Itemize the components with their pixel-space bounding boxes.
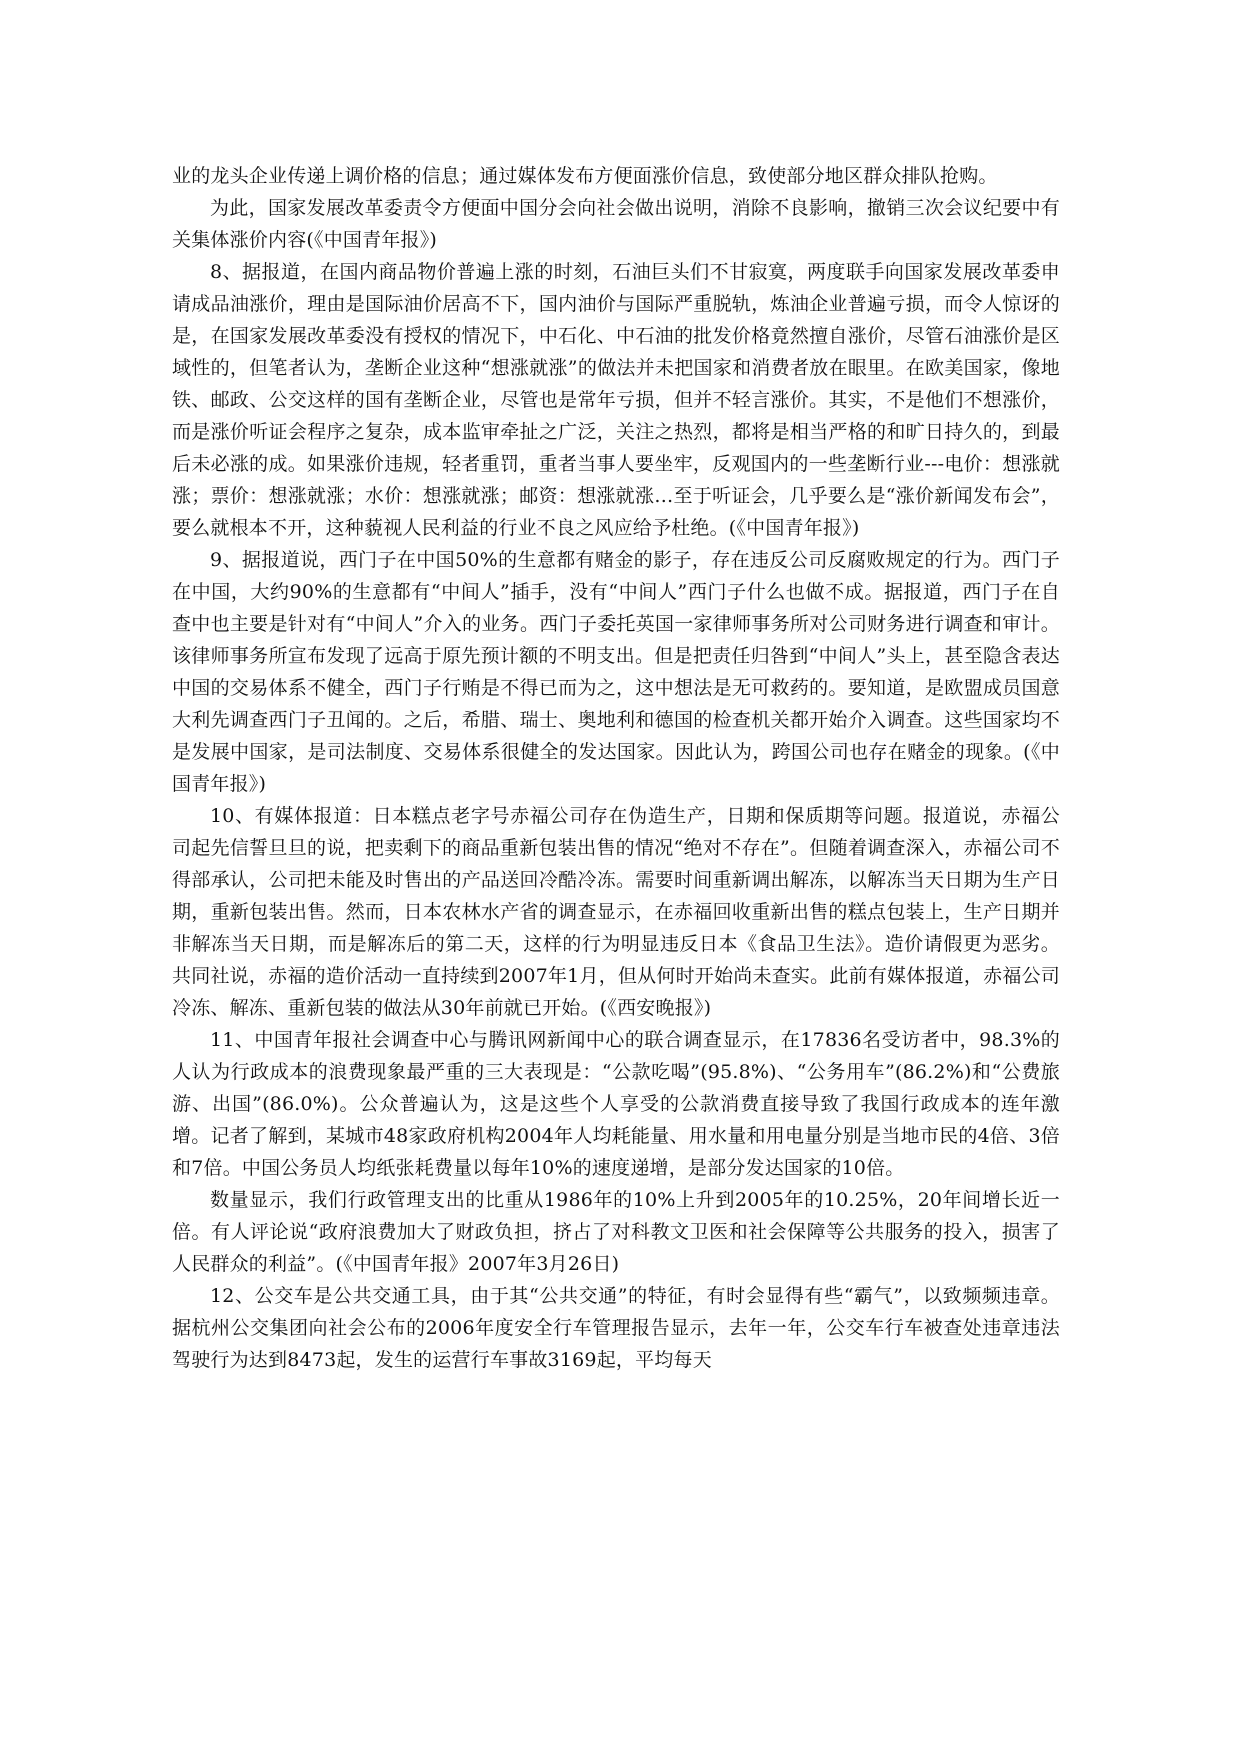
- paragraph-continuation: 业的龙头企业传递上调价格的信息；通过媒体发布方便面涨价信息，致使部分地区群众排队抢购。: [172, 165, 998, 187]
- paragraph-item-12: 12、公交车是公共交通工具，由于其“公共交通”的特征，有时会显得有些“霸气”，以致频频违章。据杭州公交集团向社会公布的2006年度安全行车管理报告显示，去年一年，公交车行车被查处违章违法驾驶行为达到8473起，发生的运营行车事故3169起，平均每天: [172, 1285, 1060, 1371]
- paragraph-ndrc-order: 为此，国家发展改革委责令方便面中国分会向社会做出说明，消除不良影响，撤销三次会议纪要中有关集体涨价内容(《中国青年报》): [172, 197, 1060, 251]
- paragraph-item-11: 11、中国青年报社会调查中心与腾讯网新闻中心的联合调查显示，在17836名受访者中，98.3%的人认为行政成本的浪费现象最严重的三大表现是：“公款吃喝”(95.8%)、“公务用车”(86.2%)和“公费旅游、出国”(86.0%)。公众普遍认为，这是这些个人享受的公款消费直接导致了我国行政成本的连年激增。记者了解到，某城市48家政府机构2004年人均耗能量、用水量和用电量分别是当地市民的4倍、3倍和7倍。中国公务员人均纸张耗费量以每年10%的速度递增，是部分发达国家的10倍。: [172, 1029, 1060, 1179]
- paragraph-item-10: 10、有媒体报道：日本糕点老字号赤福公司存在伪造生产，日期和保质期等问题。报道说，赤福公司起先信誓旦旦的说，把卖剩下的商品重新包装出售的情况“绝对不存在”。但随着调查深入，赤福公司不得部承认，公司把未能及时售出的产品送回冷酷冷冻。需要时间重新调出解冻，以解冻当天日期为生产日期，重新包装出售。然而，日本农林水产省的调查显示，在赤福回收重新出售的糕点包装上，生产日期并非解冻当天日期，而是解冻后的第二天，这样的行为明显违反日本《食品卫生法》。造价请假更为恶劣。共同社说，赤福的造价活动一直持续到2007年1月，但从何时开始尚未查实。此前有媒体报道，赤福公司冷冻、解冻、重新包装的做法从30年前就已开始。(《西安晚报》): [172, 805, 1060, 1019]
- paragraph-item-9: 9、据报道说，西门子在中国50%的生意都有赌金的影子，存在违反公司反腐败规定的行为。西门子在中国，大约90%的生意都有“中间人”插手，没有“中间人”西门子什么也做不成。据报道，西门子在自查中也主要是针对有“中间人”介入的业务。西门子委托英国一家律师事务所对公司财务进行调查和审计。该律师事务所宣布发现了远高于原先预计额的不明支出。但是把责任归咎到“中间人”头上，甚至隐含表达中国的交易体系不健全，西门子行贿是不得已而为之，这中想法是无可救药的。要知道，是欧盟成员国意大利先调查西门子丑闻的。之后，希腊、瑞士、奥地利和德国的检查机关都开始介入调查。这些国家均不是发展中国家，是司法制度、交易体系很健全的发达国家。因此认为，跨国公司也存在赌金的现象。(《中国青年报》): [172, 549, 1060, 795]
- paragraph-item-11-cont: 数量显示，我们行政管理支出的比重从1986年的10%上升到2005年的10.25%，20年间增长近一倍。有人评论说“政府浪费加大了财政负担，挤占了对科教文卫医和社会保障等公共服务的投入，损害了人民群众的利益”。(《中国青年报》2007年3月26日): [172, 1189, 1060, 1275]
- document-page: [172, 160, 1060, 1376]
- paragraph-item-8: 8、据报道，在国内商品物价普遍上涨的时刻，石油巨头们不甘寂寞，两度联手向国家发展改革委申请成品油涨价，理由是国际油价居高不下，国内油价与国际严重脱轨，炼油企业普遍亏损，而令人惊讶的是，在国家发展改革委没有授权的情况下，中石化、中石油的批发价格竟然擅自涨价，尽管石油涨价是区域性的，但笔者认为，垄断企业这种“想涨就涨”的做法并未把国家和消费者放在眼里。在欧美国家，像地铁、邮政、公交这样的国有垄断企业，尽管也是常年亏损，但并不轻言涨价。其实，不是他们不想涨价，而是涨价听证会程序之复杂，成本监审牵扯之广泛，关注之热烈，都将是相当严格的和旷日持久的，到最后未必涨的成。如果涨价违规，轻者重罚，重者当事人要坐牢，反观国内的一些垄断行业---电价：想涨就涨；票价：想涨就涨；水价：想涨就涨；邮资：想涨就涨…至于听证会，几乎要么是“涨价新闻发布会”，要么就根本不开，这种藐视人民利益的行业不良之风应给予杜绝。(《中国青年报》): [172, 261, 1060, 539]
